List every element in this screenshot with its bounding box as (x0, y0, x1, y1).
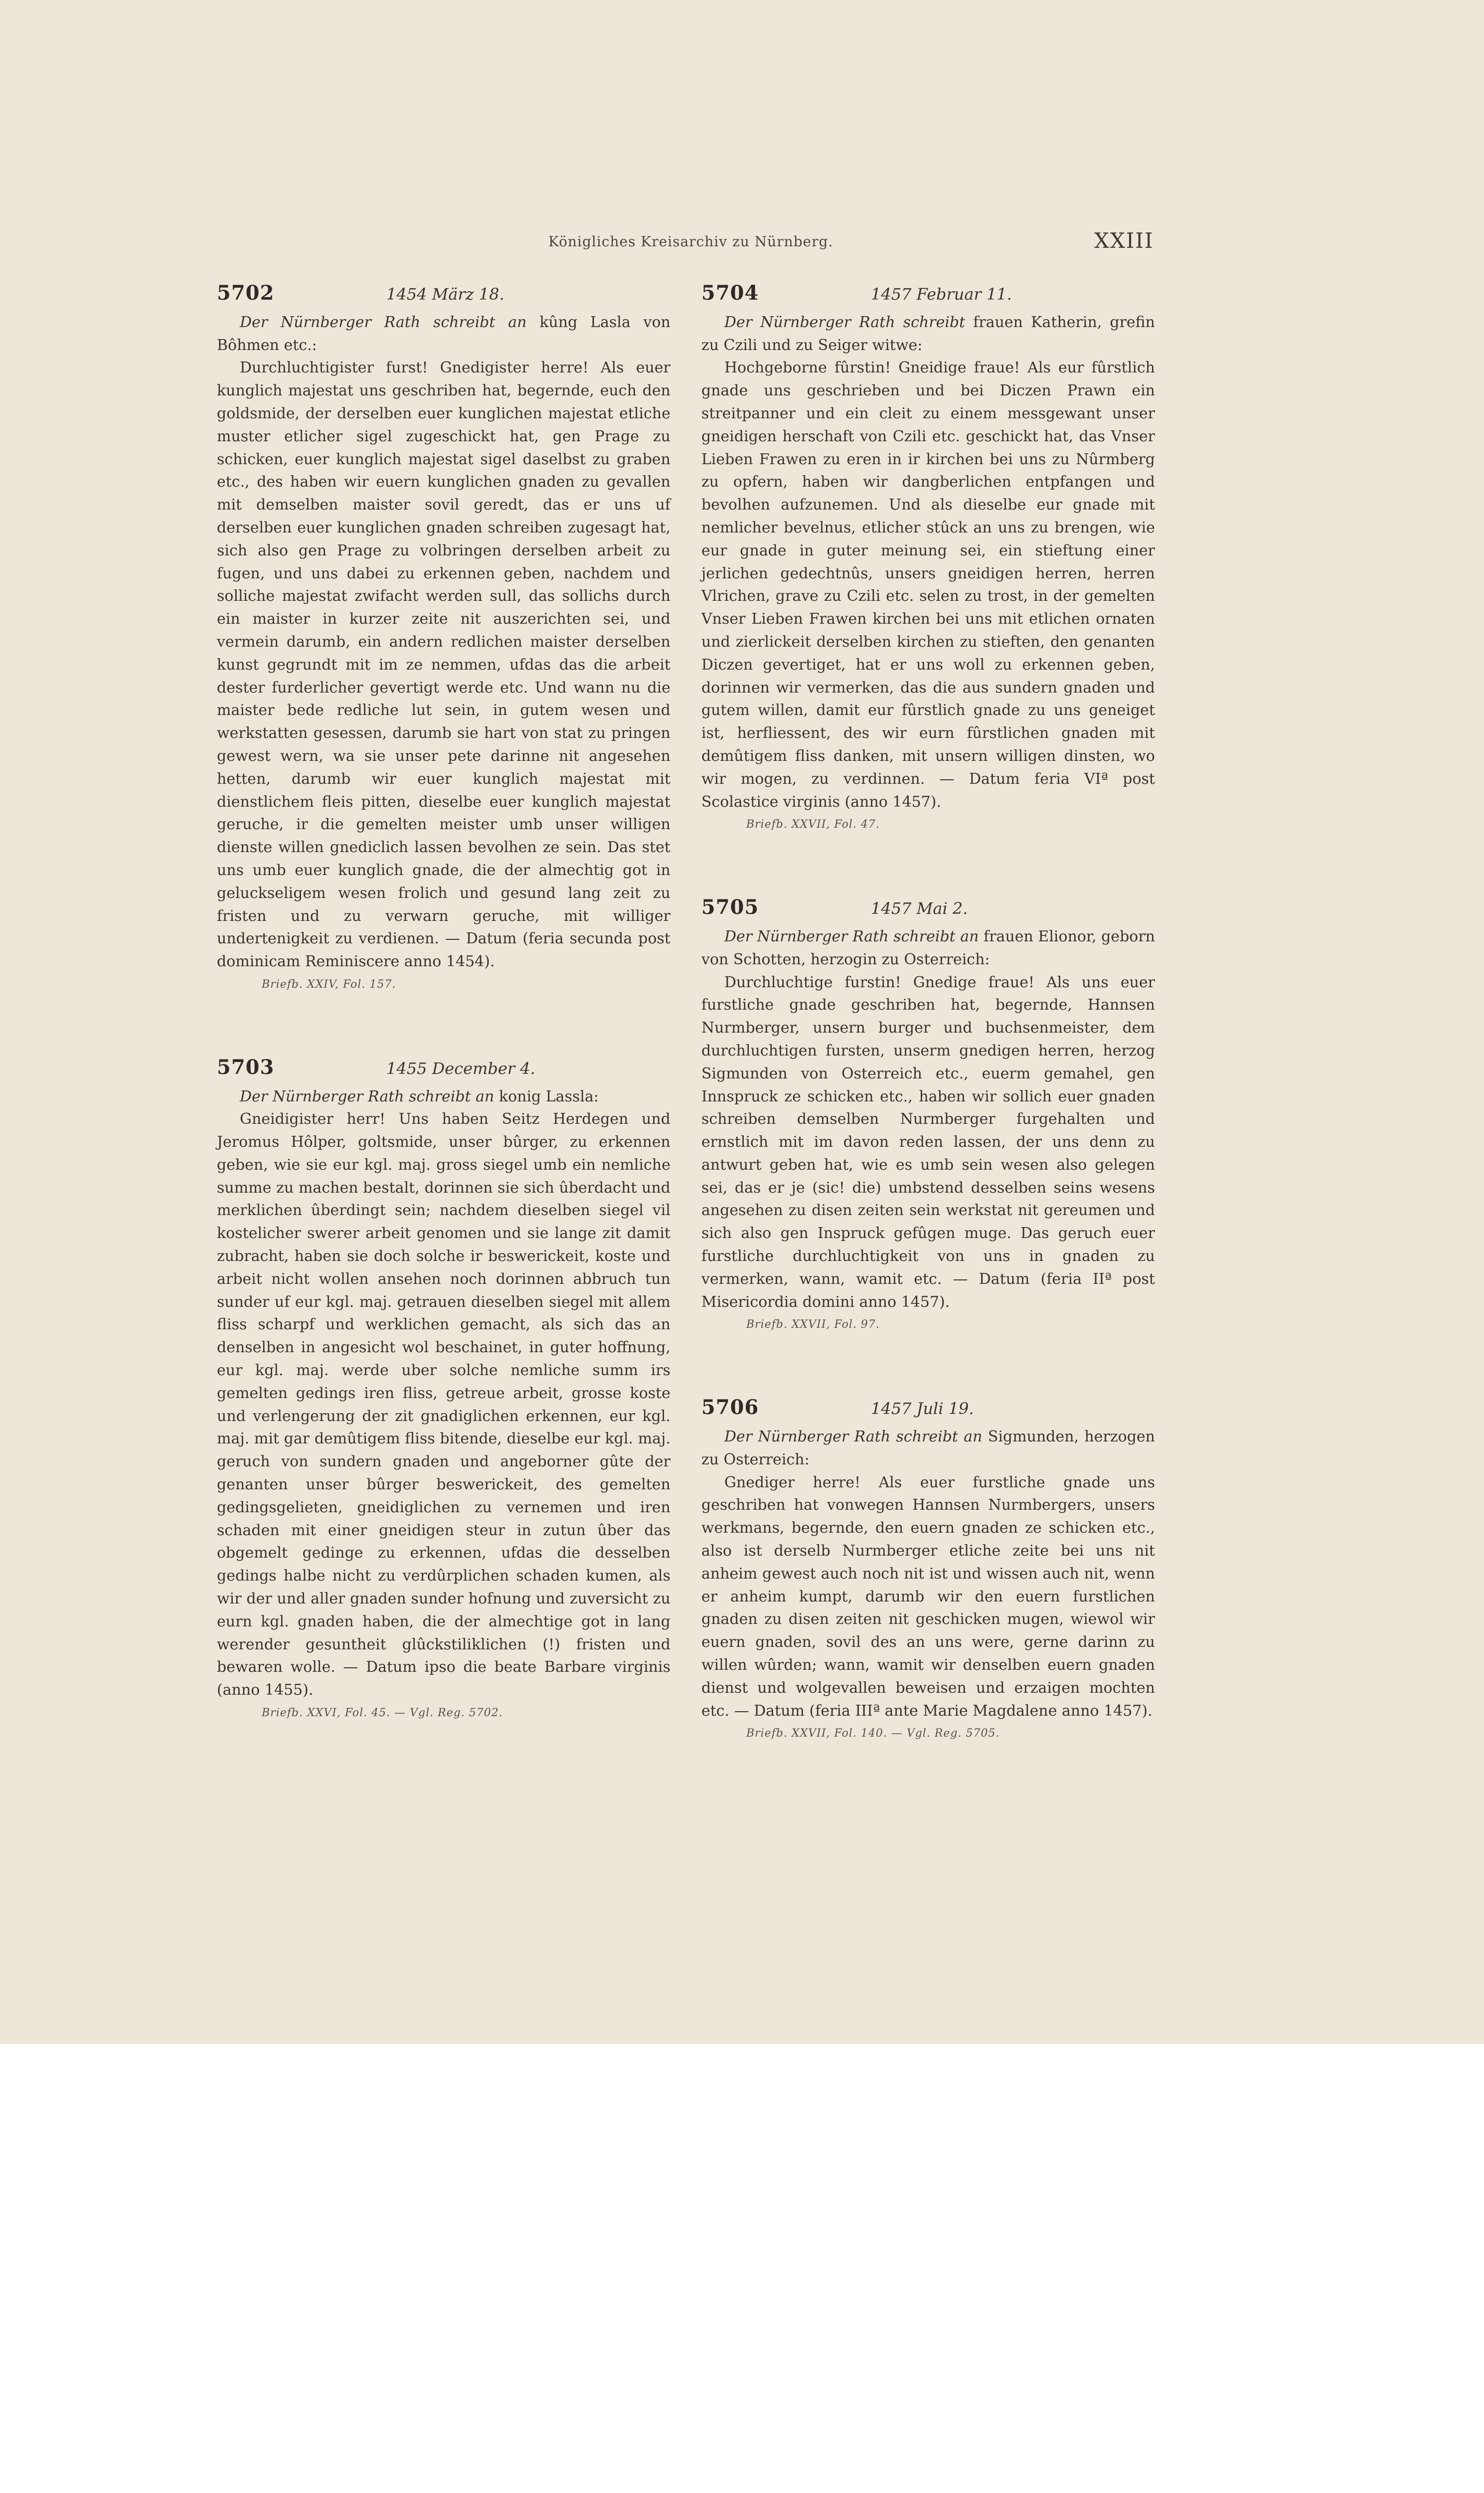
entry-addressee (217, 311, 670, 357)
entry-5704 (701, 282, 1155, 836)
addressee-rest: frauen Katherin, grefin zu Czili und zu Seiger witwe: (701, 313, 1155, 354)
addressee-italic: Der Nürnberger Rath schreibt an (724, 927, 979, 945)
entry-source: Briefb. XXVI, Fol. 45. — Vgl. Reg. 5702. (262, 1707, 503, 1720)
entry-addressee (701, 925, 1155, 971)
left-column (217, 282, 670, 1784)
entry-addressee (701, 1425, 1155, 1471)
entry-text: Durchluchtige furstin! Gnedige fraue! Als uns euer furstliche gnade geschriben hat, begernde, Hannsen Nurmberger, unsern burger und buchsenmeister, dem durchluchtigen fursten, unserm gnedigen herren, herzog Sigmunden von Osterreich etc., euerm gemahel, gen Innspruck ze schicken etc., haben wir sollich euer gnaden schreiben demselben Nurmberger furgehalten und ernstlich mit im davon reden lassen, der uns denn zu antwurt geben hat, wie es umb sein wesen also gelegen sei, das er je (sic! die) umbstend desselben seins wesens angesehen zu disen zeiten sein werkstat nit gereumen und sich also gen Inspruck gefûgen muge. Das geruch euer furstliche durchluchtigkeit von uns in gnaden zu vermerken, wann, wamit etc. — Datum (feria IIª post Misericordia domini anno 1457). (701, 973, 1155, 1311)
entry-date: 1454 März 18. (386, 285, 504, 304)
entry-date: 1457 Juli 19. (871, 1399, 974, 1419)
entry-source: Briefb. XXVII, Fol. 97. (746, 1318, 880, 1331)
viewer-footer (0, 2044, 1484, 2166)
entry-date: 1455 December 4. (386, 1059, 535, 1078)
entry-number: 5704 (701, 281, 759, 305)
entry-text: Durchluchtigister furst! Gnedigister herre! Als euer kunglich majestat uns geschriben hat, begernde, euch den goldsmide, der derselben euer kunglichen majestat etliche muster etlicher sigel zugeschickt hat, gen Prage zu schicken, euer kunglich majestat sigel daselbst zu graben etc., des haben wir euern kunglichen gnaden zu gevallen mit demselben maister sovil geredt, das er uns uf derselben euer kunglichen gnaden schreiben zugesagt hat, sich also gen Prage zu volbringen derselben arbeit zu fugen, und uns dabei zu erkennen geben, nachdem und solliche majestat zwifacht werden sull, das sollichs durch ein maister in kurzer zeite nit auszerichten sei, und vermein darumb, ein andern redlichen maister derselben kunst gegrundt mit im ze nemmen, ufdas das die arbeit dester furderlicher gevertigt werde etc. Und wann nu die maister bede redliche lut sein, in gutem wesen und werkstatten gesessen, darumb sie hart von stat zu pringen gewest wern, wa sie unser pete darinne nit angesehen hetten, darumb wir euer kunglich majestat mit dienstlichem fleis pitten, dieselbe euer kunglich majestat geruche, ir die gemelten meister umb unser willigen dienste willen gnediclich lassen bevolhen ze sein. Das stet uns umb euer kunglich gnade, die der almechtig got in geluckseligem wesen frolich und gesund lang zeit zu fristen und zu verwarn geruche, mit williger undertenigkeit zu verdienen. — Datum (feria secunda post dominicam Reminiscere anno 1454). (217, 359, 670, 971)
addressee-italic: Der Nürnberger Rath schreibt an (240, 313, 527, 331)
entry-text: Gnediger herre! Als euer furstliche gnade uns geschriben hat vonwegen Hannsen Nurmbergers, unsers werkmans, begernde, den euern gnaden ze schicken etc., also ist derselb Nurmberger etliche zeite bei uns nit anheim gewest auch noch nit ist und wissen auch nit, wenn er anheim kumpt, darumb wir den euern furstlichen gnaden zu disen zeiten nit geschicken mugen, wiewol wir euern gnaden, sovil des an uns were, gerne darinn zu willen wûrden; wann, wamit wir denselben euern gnaden dienst und wolgevallen beweisen und erzaigen mochten etc. — Datum (feria IIIª ante Marie Magdalene anno 1457). (701, 1473, 1155, 1720)
entry-number: 5703 (217, 1055, 275, 1079)
entry-source: Briefb. XXVII, Fol. 140. — Vgl. Reg. 5705. (746, 1727, 1000, 1740)
addressee-italic: Der Nürnberger Rath schreibt an (240, 1087, 495, 1105)
entry-5706 (701, 1396, 1155, 1745)
entry-number: 5705 (701, 895, 759, 919)
entry-source: Briefb. XXVII, Fol. 47. (746, 818, 880, 831)
addressee-rest: Sigmunden, herzogen zu Osterreich: (701, 1428, 1155, 1468)
entry-text: Gneidigister herr! Uns haben Seitz Herdegen und Jeromus Hôlper, goltsmide, unser bûrger, zu erkennen geben, wie sie eur kgl. maj. gross siegel umb ein nemliche summe zu machen bestalt, dorinnen sie sich ûberdacht und merklichen ûberdingt sein; nachdem dieselben siegel vil kostelicher swerer arbeit genomen und sie lange zit damit zubracht, haben sie doch solche ir beswerickeit, koste und arbeit nicht wollen ansehen noch dorinnen abbruch tun sunder uf eur kgl. maj. getrauen dieselben siegel mit allem fliss scharpf und werklichen gemacht, als sich das an denselben in angesicht wol beschainet, in guter hoffnung, eur kgl. maj. werde uber solche nemliche summ irs gemelten gedings iren fliss, getreue arbeit, grosse koste und verlengerung der zit gnadiglichen erkennen, eur kgl. maj. mit gar demûtigem fliss bitende, dieselbe eur kgl. maj. geruch von sundern gnaden und angeborner gûte der genanten unser bûrger beswerickeit, des gemelten gedingsgelieten, gneidiglichen zu vernemen und iren schaden mit einer gneidigen steur in zutun ûber das obgemelt gedinge zu erkennen, ufdas die desselben gedings halbe nicht zu verdûrplichen schaden kumen, als wir der und aller gnaden sunder hofnung und zuversicht zu eurn kgl. gnaden haben, die der almechtige got in lang werender gesuntheit glûckstiliklichen (!) fristen und bewaren wolle. — Datum ipso die beate Barbare virginis (anno 1455). (217, 1110, 670, 1699)
addressee-rest: frauen Elionor, geborn von Schotten, herzogin zu Osterreich: (701, 927, 1155, 968)
entry-source: Briefb. XXIV, Fol. 157. (262, 978, 396, 991)
entry-addressee (701, 311, 1155, 357)
entry-5705 (701, 896, 1155, 1336)
addressee-rest: konig Lassla: (498, 1087, 599, 1105)
entry-date: 1457 Mai 2. (871, 899, 968, 918)
entry-addressee (217, 1085, 670, 1108)
entry-5703 (217, 1056, 670, 1725)
entry-5702 (217, 282, 670, 996)
page-number: XXIII (1094, 228, 1154, 253)
entry-number: 5702 (217, 281, 275, 305)
addressee-italic: Der Nürnberger Rath schreibt an (724, 1428, 983, 1446)
right-column (701, 282, 1155, 1805)
entry-text: Hochgeborne fûrstin! Gneidige fraue! Als eur fûrstlich gnade uns geschrieben und bei Diczen Prawn ein streitpanner und ein cleit zu einem messgewant unser gneidigen herschaft von Czili etc. geschickt hat, das Vnser Lieben Frawen zu eren in ir kirchen bei uns zu Nûrmberg zu opfern, haben wir dangberlichen entpfangen und bevolhen aufzunemen. Und als dieselbe eur gnade mit nemlicher bevelnus, etlicher stûck an uns zu brengen, wie eur gnade in guter meinung sei, ein stieftung einer jerlichen gedechtnûs, unsers gneidigen herren, herren Vlrichen, grave zu Czili etc. selen zu trost, in der gemelten Vnser Lieben Frawen kirchen bei uns mit etlichen ornaten und zierlickeit derselben kirchen zu stieften, den genanten Diczen gevertiget, hat er uns woll zu erkennen geben, dorinnen wir vermerken, das die aus sundern gnaden und gutem willen, damit eur fûrstlich gnade zu uns geneiget ist, herfliessent, des wir eurn fûrstlichen gnaden mit demûtigem fliss danken, mit unsern willigen dinsten, wo wir mogen, zu verdinnen. — Datum feria VIª post Scolastice virginis (anno 1457). (701, 359, 1155, 811)
entry-number: 5706 (701, 1396, 759, 1420)
running-title: Königliches Kreisarchiv zu Nürnberg. (548, 233, 833, 250)
entry-date: 1457 Februar 11. (871, 285, 1012, 304)
addressee-rest: kûng Lasla von Bôhmen etc.: (217, 313, 670, 354)
addressee-italic: Der Nürnberger Rath schreibt (724, 313, 966, 331)
